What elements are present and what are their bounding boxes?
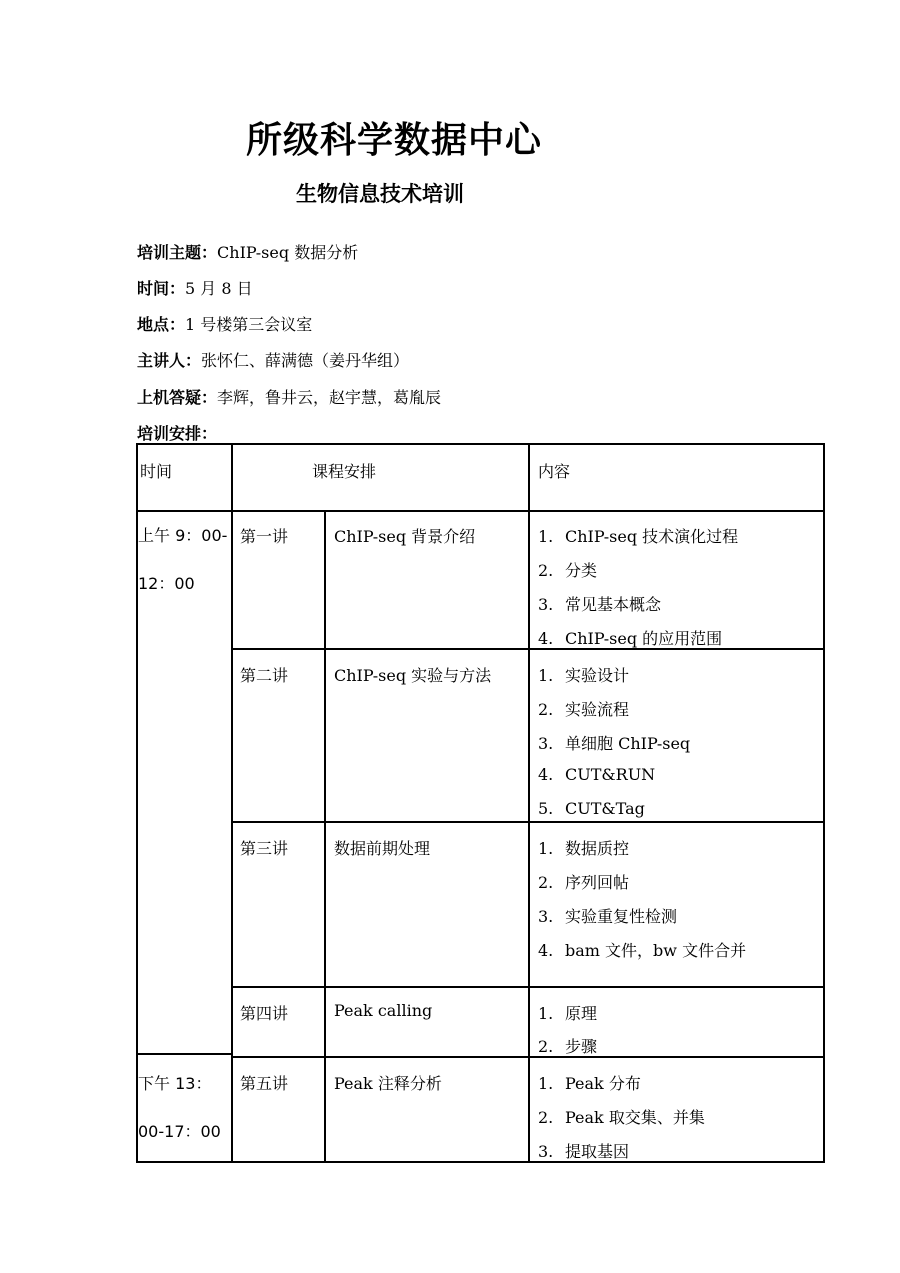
info-topic-value: ChIP-seq 数据分析: [217, 243, 359, 262]
info-topic: [137, 240, 358, 263]
lecture-2-item-2: 2. 实验流程: [538, 700, 630, 719]
lecture-5-item-1: 1. Peak 分布: [538, 1074, 641, 1093]
table-border-top: [136, 443, 825, 445]
lecture-1-item-3: 3. 常见基本概念: [538, 595, 662, 614]
header-content: 内容: [538, 462, 571, 481]
lecture-5-topic: Peak 注释分析: [334, 1074, 442, 1093]
lecture-1-topic: ChIP-seq 背景介绍: [334, 527, 476, 546]
lecture-3-topic: 数据前期处理: [334, 839, 431, 858]
lecture-4-item-2: 2. 步骤: [538, 1037, 598, 1056]
document-title: 所级科学数据中心: [246, 119, 543, 161]
schedule-table: [136, 443, 825, 1163]
header-course: 课程安排: [312, 462, 377, 481]
morning-time-line2: 12：00: [138, 574, 195, 593]
row-divider-3: [231, 986, 825, 988]
lecture-5-item-2: 2. Peak 取交集、并集: [538, 1108, 705, 1127]
info-time-value: 5 月 8 日: [185, 279, 253, 298]
info-qa-label: 上机答疑：: [137, 388, 218, 407]
lecture-3-item-2: 2. 序列回帖: [538, 873, 630, 892]
header-divider: [136, 510, 825, 512]
info-topic-label: 培训主题：: [137, 243, 218, 262]
document-subtitle: 生物信息技术培训: [296, 182, 464, 206]
lecture-4-topic: Peak calling: [334, 1001, 433, 1020]
info-place-value: 1 号楼第三会议室: [185, 315, 313, 334]
lecture-3-number: 第三讲: [240, 839, 289, 858]
lecture-1-item-4: 4. ChIP-seq 的应用范围: [538, 629, 723, 648]
lecture-4-item-1: 1. 原理: [538, 1004, 598, 1023]
info-time: [137, 276, 253, 299]
lecture-1-item-2: 2. 分类: [538, 561, 598, 580]
lecture-5-number: 第五讲: [240, 1074, 289, 1093]
table-border-right: [823, 443, 825, 1163]
info-speaker: [137, 348, 409, 371]
info-speaker-value: 张怀仁、薛满德（姜丹华组）: [201, 351, 410, 370]
lecture-3-item-4: 4. bam 文件，bw 文件合并: [538, 941, 747, 960]
column-divider-content: [528, 443, 530, 1163]
lecture-2-item-5: 5. CUT&Tag: [538, 799, 645, 818]
info-speaker-label: 主讲人：: [137, 351, 202, 370]
info-place: [137, 312, 312, 335]
lecture-4-number: 第四讲: [240, 1004, 289, 1023]
time-divider: [136, 1053, 231, 1055]
info-qa: [137, 385, 441, 408]
header-time: 时间: [140, 462, 173, 481]
info-qa-value: 李辉，鲁井云，赵宇慧，葛胤辰: [217, 388, 442, 407]
lecture-2-item-3: 3. 单细胞 ChIP-seq: [538, 734, 691, 753]
info-place-label: 地点：: [137, 315, 186, 334]
lecture-1-item-1: 1. ChIP-seq 技术演化过程: [538, 527, 739, 546]
column-divider-time: [231, 443, 233, 1163]
lecture-3-item-3: 3. 实验重复性检测: [538, 907, 678, 926]
lecture-2-item-1: 1. 实验设计: [538, 666, 630, 685]
lecture-2-item-4: 4. CUT&RUN: [538, 765, 656, 784]
info-time-label: 时间：: [137, 279, 186, 298]
lecture-2-topic: ChIP-seq 实验与方法: [334, 666, 492, 685]
row-divider-4: [231, 1056, 825, 1058]
morning-time-line1: 上午 9：00-: [138, 526, 228, 545]
table-border-bottom: [136, 1161, 825, 1163]
row-divider-2: [231, 821, 825, 823]
table-border-left: [136, 443, 138, 1163]
info-schedule-label: 培训安排：: [137, 424, 218, 443]
lecture-2-number: 第二讲: [240, 666, 289, 685]
lecture-1-number: 第一讲: [240, 527, 289, 546]
lecture-3-item-1: 1. 数据质控: [538, 839, 630, 858]
row-divider-1: [231, 648, 825, 650]
afternoon-time-line2: 00-17：00: [138, 1122, 221, 1141]
lecture-5-item-3: 3. 提取基因: [538, 1142, 630, 1161]
info-schedule: [137, 421, 217, 444]
column-divider-lecture: [324, 510, 326, 1163]
afternoon-time-line1: 下午 13：: [138, 1074, 212, 1093]
